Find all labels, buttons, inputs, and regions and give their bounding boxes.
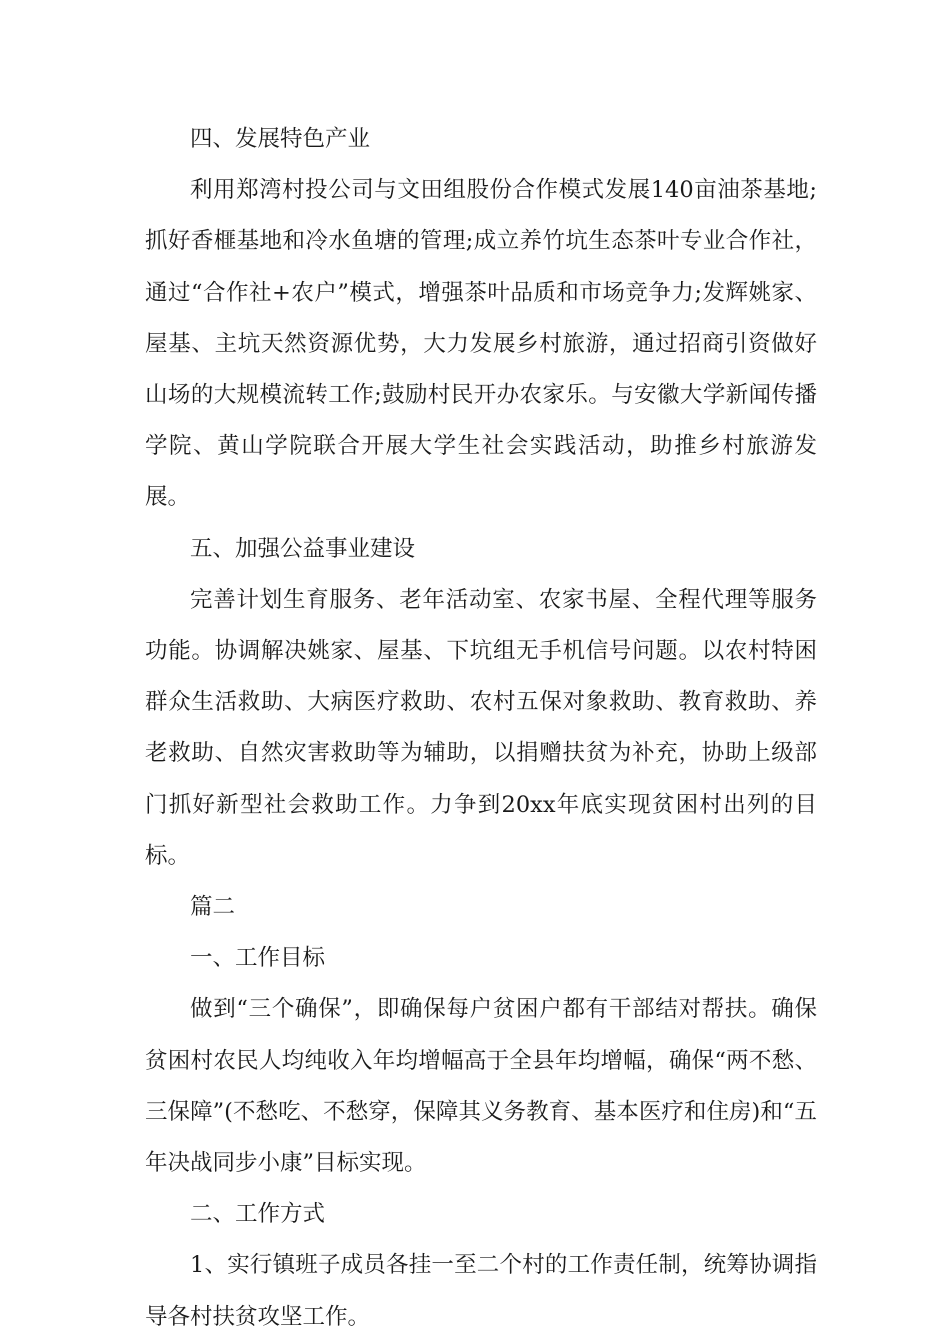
paragraph-methods-item-1: 1、实行镇班子成员各挂一至二个村的工作责任制，统筹协调指导各村扶贫攻坚工作。 bbox=[145, 1252, 817, 1330]
section-heading-work-methods: 二、工作方式 bbox=[190, 1201, 326, 1228]
part-heading-two: 篇二 bbox=[190, 894, 236, 921]
paragraph-goals-details: 做到“三个确保”，即确保每户贫困户都有干部结对帮扶。确保贫困村农民人均纯收入年均增幅高于全县年均增幅，确保“两不愁、三保障”(不愁吃、不愁穿，保障其义务教育、基本医疗和住房)和“五年决战同步小康”目标实现。 bbox=[145, 996, 817, 1177]
section-heading-develop-industry: 四、发展特色产业 bbox=[190, 126, 371, 152]
section-heading-work-goals: 一、工作目标 bbox=[190, 945, 326, 972]
section-heading-public-welfare: 五、加强公益事业建设 bbox=[190, 535, 416, 562]
paragraph-welfare-details: 完善计划生育服务、老年活动室、农家书屋、全程代理等服务功能。协调解决姚家、屋基、下坑组无手机信号问题。以农村特困群众生活救助、大病医疗救助、农村五保对象救助、教育救助、养老救助、自然灾害救助等为辅助，以捐赠扶贫为补充，协助上级部门抓好新型社会救助工作。力争到20xx年底实现贫困村出列的目标。 bbox=[145, 586, 817, 869]
paragraph-industry-details: 利用郑湾村投公司与文田组股份合作模式发展140亩油茶基地;抓好香榧基地和冷水鱼塘的管理;成立养竹坑生态茶叶专业合作社，通过“合作社+农户”模式，增强茶叶品质和市场竞争力;发辉姚家、屋基、主坑天然资源优势，大力发展乡村旅游，通过招商引资做好山场的大规模流转工作;鼓励村民开办农家乐。与安徽大学新闻传播学院、黄山学院联合开展大学生社会实践活动，助推乡村旅游发展。 bbox=[145, 177, 817, 511]
document-body bbox=[145, 114, 817, 1343]
